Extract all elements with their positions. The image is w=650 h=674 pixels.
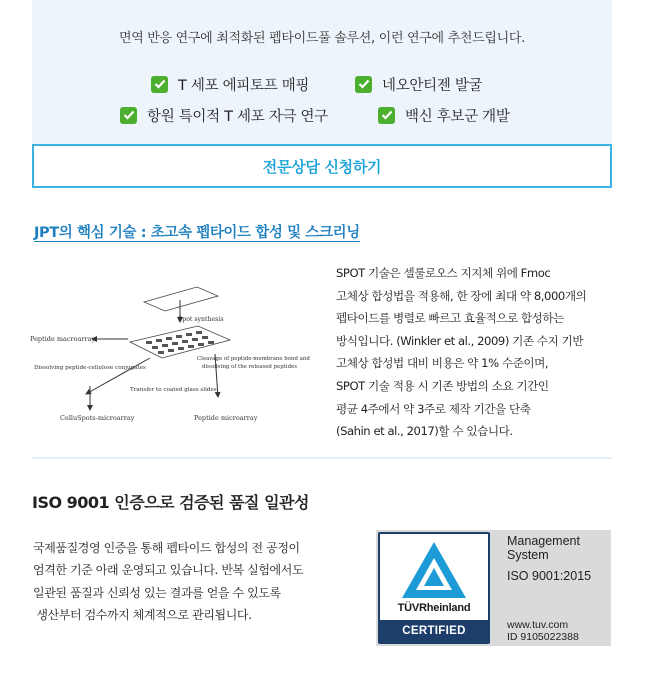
check-row-1 xyxy=(32,72,612,96)
label-spot-synthesis: Spot synthesis xyxy=(178,316,224,323)
certificate-info xyxy=(507,534,607,583)
iso-standard-label: ISO 9001:2015 xyxy=(507,569,592,583)
tuv-logo xyxy=(378,532,490,644)
jpt-heading[interactable]: JPT의 핵심 기술 : 초고속 펩타이드 합성 및 스크리닝 xyxy=(34,225,360,241)
macroarray-sheet xyxy=(130,326,230,358)
label-transfer: Transfer to coated glass slides xyxy=(130,387,217,393)
spot-line: 펩타이드를 병렬로 빠르고 효율적으로 합성하는 xyxy=(336,311,564,326)
tuv-brand: TÜVRheinland xyxy=(397,602,471,614)
certificate-id: ID 9105022388 xyxy=(507,631,579,643)
label-dissolving: Dissolving peptide-cellulose conjugates xyxy=(34,365,146,371)
iso-certificate-badge xyxy=(376,530,611,646)
quality-line: 일관된 품질과 신뢰성 있는 결과를 얻을 수 있도록 xyxy=(33,585,281,600)
quality-line: 엄격한 기준 아래 운영되고 있습니다. 반복 실험에서도 xyxy=(33,563,304,578)
management-system-label: Management System xyxy=(507,534,580,562)
check-item xyxy=(120,103,328,127)
spot-line: 평균 4주에서 약 3주로 제작 기간을 단축 xyxy=(336,401,531,416)
label-cleavage-1: Cleavage of peptide-membrane bond and xyxy=(197,356,310,362)
spot-line: 고체상 합성법 대비 비용은 약 1% 수준이며, xyxy=(336,356,549,371)
check-label: 네오안티젠 발굴 xyxy=(382,77,483,94)
spot-synthesis-diagram xyxy=(30,282,335,432)
label-peptide-microarray: Peptide microarray xyxy=(194,414,258,422)
spot-line: SPOT 기술 적용 시 기존 방법의 소요 기간인 xyxy=(336,378,549,393)
check-label: 백신 후보군 개발 xyxy=(405,108,510,125)
membrane-sheet xyxy=(144,287,218,311)
certified-label: CERTIFIED xyxy=(380,620,488,642)
quality-line: 국제품질경영 인증을 통해 펩타이드 합성의 전 공정이 xyxy=(33,541,300,555)
checkmark-icon xyxy=(151,76,168,93)
recommendation-panel xyxy=(32,0,612,188)
check-item xyxy=(151,72,309,96)
checkmark-icon xyxy=(120,107,137,124)
label-cleavage-2: dissolving of the released peptides xyxy=(202,364,297,370)
check-item xyxy=(378,103,510,127)
checkmark-icon xyxy=(378,107,395,124)
spot-line: SPOT 기술은 셀룰로오스 지지체 위에 Fmoc xyxy=(336,266,551,280)
quality-line: 생산부터 검수까지 체계적으로 관리됩니다. xyxy=(33,608,252,623)
section-divider xyxy=(32,457,612,459)
label-peptide-macroarray: Peptide macroarray xyxy=(30,335,96,343)
iso-heading: ISO 9001 인증으로 검증된 품질 일관성 xyxy=(32,493,309,512)
checkmark-icon xyxy=(355,76,372,93)
spot-description xyxy=(336,262,621,443)
tuv-triangle-icon xyxy=(380,534,488,604)
spot-line: 고체상 합성법을 적용해, 한 장에 최대 약 8,000개의 xyxy=(336,288,587,303)
spot-line: 방식입니다. (Winkler et al., 2009) 기존 수지 기반 xyxy=(336,333,584,348)
check-label: 항원 특이적 T 세포 자극 연구 xyxy=(147,108,328,125)
check-label: T 세포 에피토프 매핑 xyxy=(178,77,310,94)
label-cellulospots: CelluSpots-microarray xyxy=(60,414,135,422)
intro-text: 면역 반응 연구에 최적화된 펩타이드풀 솔루션, 이런 연구에 추천드립니다. xyxy=(118,31,526,46)
certificate-url: www.tuv.com xyxy=(507,619,569,631)
consultation-button[interactable]: 전문상담 신청하기 xyxy=(32,144,612,188)
check-item xyxy=(355,72,482,96)
quality-description xyxy=(33,537,353,627)
spot-line: (Sahin et al., 2017)할 수 있습니다. xyxy=(336,424,513,439)
check-row-2 xyxy=(32,103,612,127)
